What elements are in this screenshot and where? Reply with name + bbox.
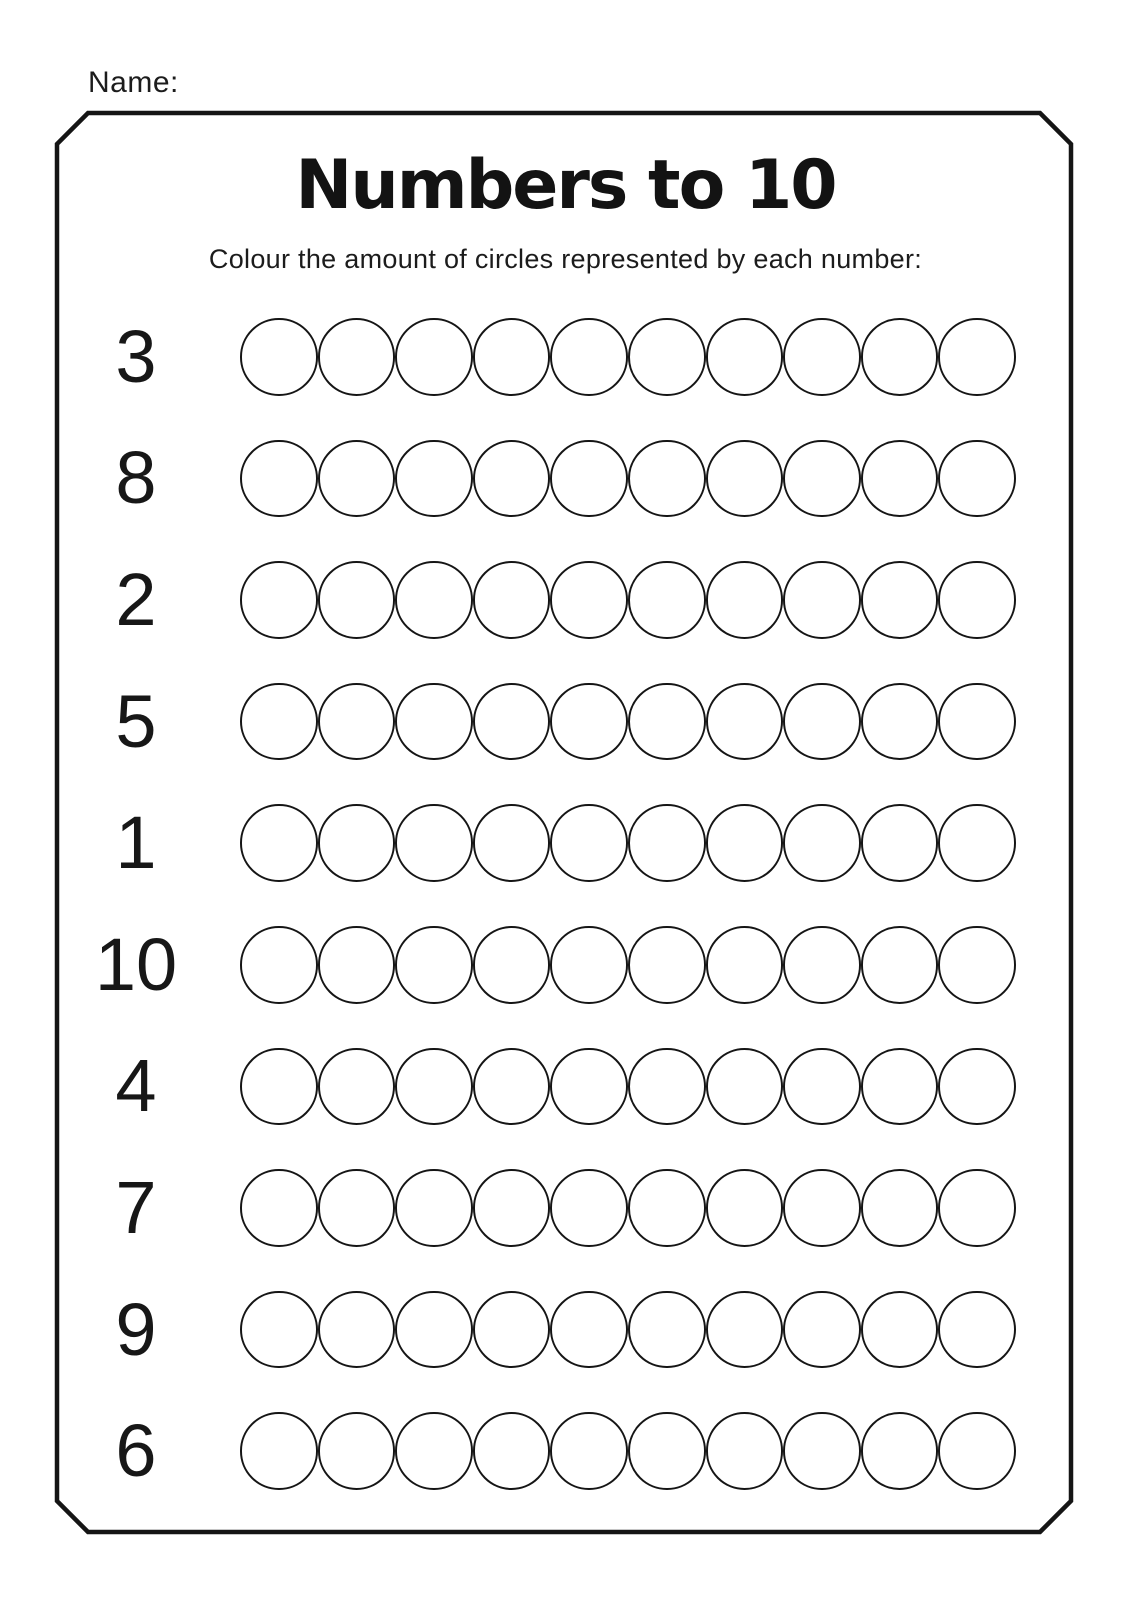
colour-circle[interactable]	[628, 561, 706, 639]
colour-circle[interactable]	[861, 440, 939, 518]
colour-circle[interactable]	[395, 1412, 473, 1490]
colour-circle[interactable]	[861, 804, 939, 882]
worksheet-row	[0, 539, 1131, 661]
worksheet-row	[0, 782, 1131, 904]
colour-circle[interactable]	[861, 926, 939, 1004]
colour-circle[interactable]	[550, 683, 628, 761]
colour-circle[interactable]	[473, 1169, 551, 1247]
row-number: 2	[115, 557, 157, 641]
colour-circle[interactable]	[861, 1412, 939, 1490]
colour-circle[interactable]	[783, 318, 861, 396]
colour-circle[interactable]	[861, 318, 939, 396]
colour-circle[interactable]	[318, 804, 396, 882]
colour-circle[interactable]	[706, 318, 784, 396]
colour-circle[interactable]	[861, 1048, 939, 1126]
colour-circle[interactable]	[706, 1048, 784, 1126]
colour-circle[interactable]	[473, 318, 551, 396]
colour-circle[interactable]	[473, 1048, 551, 1126]
circle-strip	[240, 683, 1016, 761]
circle-strip	[240, 926, 1016, 1004]
colour-circle[interactable]	[938, 318, 1016, 396]
row-number: 7	[115, 1165, 157, 1249]
instruction-text: Colour the amount of circles represented by each number:	[208, 244, 923, 274]
colour-circle[interactable]	[473, 804, 551, 882]
colour-circle[interactable]	[318, 561, 396, 639]
colour-circle[interactable]	[938, 804, 1016, 882]
row-number: 4	[115, 1044, 157, 1128]
circle-strip	[240, 1291, 1016, 1369]
colour-circle[interactable]	[240, 318, 318, 396]
colour-circle[interactable]	[706, 926, 784, 1004]
row-number: 8	[115, 436, 157, 520]
colour-circle[interactable]	[706, 561, 784, 639]
worksheet-row	[0, 904, 1131, 1026]
colour-circle[interactable]	[395, 683, 473, 761]
circle-strip	[240, 804, 1016, 882]
colour-circle[interactable]	[473, 1412, 551, 1490]
colour-circle[interactable]	[318, 926, 396, 1004]
colour-circle[interactable]	[783, 1291, 861, 1369]
circle-strip	[240, 1048, 1016, 1126]
row-number: 10	[94, 922, 178, 1006]
colour-circle[interactable]	[240, 1169, 318, 1247]
colour-circle[interactable]	[473, 926, 551, 1004]
row-number: 1	[115, 801, 157, 885]
circle-strip	[240, 440, 1016, 518]
colour-circle[interactable]	[550, 1169, 628, 1247]
colour-circle[interactable]	[706, 1169, 784, 1247]
colour-circle[interactable]	[395, 440, 473, 518]
worksheet-row	[0, 1390, 1131, 1512]
colour-circle[interactable]	[550, 1291, 628, 1369]
colour-circle[interactable]	[783, 683, 861, 761]
colour-circle[interactable]	[395, 1169, 473, 1247]
worksheet-row	[0, 1269, 1131, 1391]
colour-circle[interactable]	[240, 1291, 318, 1369]
colour-circle[interactable]	[473, 561, 551, 639]
colour-circle[interactable]	[783, 926, 861, 1004]
colour-circle[interactable]	[628, 1048, 706, 1126]
colour-circle[interactable]	[783, 561, 861, 639]
colour-circle[interactable]	[628, 1412, 706, 1490]
colour-circle[interactable]	[938, 1291, 1016, 1369]
colour-circle[interactable]	[938, 561, 1016, 639]
colour-circle[interactable]	[240, 1412, 318, 1490]
colour-circle[interactable]	[395, 926, 473, 1004]
colour-circle[interactable]	[240, 926, 318, 1004]
colour-circle[interactable]	[628, 804, 706, 882]
row-number: 9	[115, 1287, 157, 1371]
colour-circle[interactable]	[706, 1412, 784, 1490]
colour-circle[interactable]	[550, 1048, 628, 1126]
colour-circle[interactable]	[473, 1291, 551, 1369]
colour-circle[interactable]	[628, 440, 706, 518]
colour-circle[interactable]	[861, 683, 939, 761]
colour-circle[interactable]	[938, 1412, 1016, 1490]
colour-circle[interactable]	[240, 804, 318, 882]
colour-circle[interactable]	[938, 683, 1016, 761]
page-title: Numbers to 10	[295, 146, 836, 225]
colour-circle[interactable]	[783, 1169, 861, 1247]
colour-circle[interactable]	[706, 804, 784, 882]
colour-circle[interactable]	[550, 1412, 628, 1490]
colour-circle[interactable]	[550, 440, 628, 518]
worksheet-row	[0, 296, 1131, 418]
colour-circle[interactable]	[395, 561, 473, 639]
colour-circle[interactable]	[783, 804, 861, 882]
colour-circle[interactable]	[240, 440, 318, 518]
circle-strip	[240, 318, 1016, 396]
colour-circle[interactable]	[938, 1169, 1016, 1247]
colour-circle[interactable]	[550, 804, 628, 882]
colour-circle[interactable]	[861, 1169, 939, 1247]
colour-circle[interactable]	[395, 1048, 473, 1126]
worksheet-row	[0, 661, 1131, 783]
colour-circle[interactable]	[628, 683, 706, 761]
colour-circle[interactable]	[395, 1291, 473, 1369]
colour-circle[interactable]	[318, 683, 396, 761]
colour-circle[interactable]	[240, 683, 318, 761]
colour-circle[interactable]	[318, 1048, 396, 1126]
colour-circle[interactable]	[628, 926, 706, 1004]
colour-circle[interactable]	[318, 318, 396, 396]
colour-circle[interactable]	[550, 561, 628, 639]
colour-circle[interactable]	[706, 440, 784, 518]
rows-container	[0, 296, 1131, 1512]
circle-strip	[240, 561, 1016, 639]
colour-circle[interactable]	[318, 440, 396, 518]
colour-circle[interactable]	[938, 1048, 1016, 1126]
colour-circle[interactable]	[240, 1048, 318, 1126]
worksheet-row	[0, 1026, 1131, 1148]
worksheet-row	[0, 418, 1131, 540]
circle-strip	[240, 1169, 1016, 1247]
colour-circle[interactable]	[783, 1048, 861, 1126]
worksheet-row	[0, 1147, 1131, 1269]
row-number: 3	[115, 314, 157, 398]
colour-circle[interactable]	[861, 1291, 939, 1369]
colour-circle[interactable]	[550, 926, 628, 1004]
colour-circle[interactable]	[318, 1291, 396, 1369]
colour-circle[interactable]	[861, 561, 939, 639]
colour-circle[interactable]	[783, 1412, 861, 1490]
colour-circle[interactable]	[473, 440, 551, 518]
row-number: 5	[115, 679, 157, 763]
row-number: 6	[115, 1409, 157, 1493]
colour-circle[interactable]	[318, 1412, 396, 1490]
name-label: Name:	[88, 66, 179, 99]
colour-circle[interactable]	[628, 1291, 706, 1369]
colour-circle[interactable]	[240, 561, 318, 639]
colour-circle[interactable]	[318, 1169, 396, 1247]
colour-circle[interactable]	[473, 683, 551, 761]
circle-strip	[240, 1412, 1016, 1490]
colour-circle[interactable]	[706, 1291, 784, 1369]
colour-circle[interactable]	[938, 440, 1016, 518]
colour-circle[interactable]	[938, 926, 1016, 1004]
colour-circle[interactable]	[550, 318, 628, 396]
colour-circle[interactable]	[628, 1169, 706, 1247]
colour-circle[interactable]	[783, 440, 861, 518]
colour-circle[interactable]	[628, 318, 706, 396]
colour-circle[interactable]	[395, 318, 473, 396]
colour-circle[interactable]	[706, 683, 784, 761]
colour-circle[interactable]	[395, 804, 473, 882]
